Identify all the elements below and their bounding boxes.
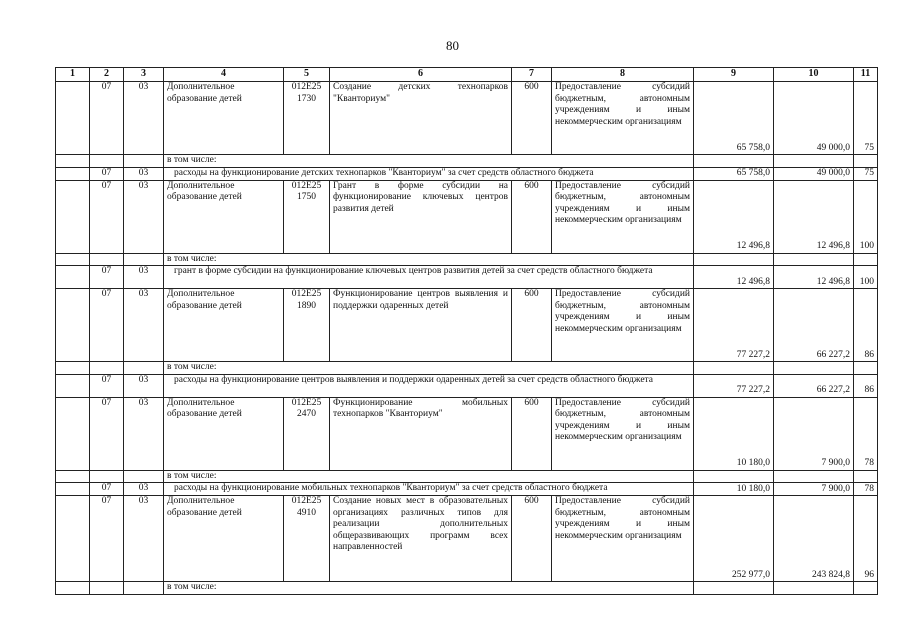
subsection-code: 03: [124, 483, 164, 496]
subsection-code: 03: [124, 266, 164, 289]
empty-cell: [124, 155, 164, 168]
budget-table: [55, 67, 878, 595]
planned-amount: 12 496,8: [694, 266, 774, 289]
expense-description: Грант в форме субсидии на функционирование ключевых центров развития детей: [330, 180, 512, 253]
execution-percent: 78: [854, 397, 878, 470]
expense-type-code: 600: [512, 397, 552, 470]
section-code: 07: [90, 496, 124, 582]
note-row: [56, 362, 878, 375]
actual-amount: 12 496,8: [774, 180, 854, 253]
target-article: [284, 496, 330, 582]
empty-cell: [56, 582, 90, 595]
sub-description: грант в форме субсидии на функционирование ключевых центров развития детей за счет средств областного бюджета: [164, 266, 694, 289]
actual-amount: 49 000,0: [774, 82, 854, 155]
empty-cell: [774, 253, 854, 266]
note-text: в том числе:: [164, 582, 694, 595]
empty-cell: [56, 362, 90, 375]
target-article-code: 012E25: [291, 180, 322, 191]
planned-amount: 77 227,2: [694, 289, 774, 362]
empty-cell: [90, 362, 124, 375]
subsection-code: 03: [124, 496, 164, 582]
sub-row: [56, 167, 878, 180]
empty-cell: [56, 397, 90, 470]
subsection-code: 03: [124, 167, 164, 180]
empty-cell: [56, 289, 90, 362]
planned-amount: 65 758,0: [694, 167, 774, 180]
subsection-code: 03: [124, 374, 164, 397]
empty-cell: [774, 582, 854, 595]
table-row: [56, 289, 878, 362]
note-text: в том числе:: [164, 470, 694, 483]
column-header: 11: [854, 68, 878, 82]
header-row: [56, 68, 878, 82]
empty-cell: [694, 362, 774, 375]
target-article-number: 1730: [297, 93, 316, 104]
actual-amount: 12 496,8: [774, 266, 854, 289]
expense-description: Функционирование мобильных технопарков "Кванториум": [330, 397, 512, 470]
planned-amount: 252 977,0: [694, 496, 774, 582]
expense-type-name: Предоставление субсидий бюджетным, автономным учреждениям и иным некоммерческим организациям: [552, 289, 694, 362]
execution-percent: 78: [854, 483, 878, 496]
section-name: Дополнительное образование детей: [164, 496, 284, 582]
execution-percent: 86: [854, 374, 878, 397]
empty-cell: [56, 374, 90, 397]
planned-amount: 65 758,0: [694, 82, 774, 155]
column-header: 7: [512, 68, 552, 82]
target-article-code: 012E25: [291, 397, 322, 408]
empty-cell: [774, 470, 854, 483]
actual-amount: 243 824,8: [774, 496, 854, 582]
column-header: 10: [774, 68, 854, 82]
note-row: [56, 470, 878, 483]
table-row: [56, 397, 878, 470]
expense-description: Создание новых мест в образовательных организациях различных типов для реализации дополнительных общеразвивающих программ всех направленностей: [330, 496, 512, 582]
execution-percent: 100: [854, 180, 878, 253]
target-article-number: 1750: [297, 192, 316, 202]
column-header: 4: [164, 68, 284, 82]
target-article-number: 1890: [297, 300, 316, 311]
target-article-number: 4910: [297, 507, 316, 518]
table-row: [56, 180, 878, 253]
expense-type-name: Предоставление субсидий бюджетным, автономным учреждениям и иным некоммерческим организациям: [552, 397, 694, 470]
target-article-code: 012E25: [291, 82, 322, 92]
column-header: 3: [124, 68, 164, 82]
section-code: 07: [90, 289, 124, 362]
empty-cell: [124, 582, 164, 595]
execution-percent: 100: [854, 266, 878, 289]
empty-cell: [854, 362, 878, 375]
section-name: Дополнительное образование детей: [164, 180, 284, 253]
empty-cell: [56, 167, 90, 180]
target-article: [284, 397, 330, 470]
actual-amount: 49 000,0: [774, 167, 854, 180]
table-body: [56, 82, 878, 595]
expense-type-code: 600: [512, 289, 552, 362]
actual-amount: 7 900,0: [774, 483, 854, 496]
section-code: 07: [90, 180, 124, 253]
sub-row: [56, 483, 878, 496]
empty-cell: [854, 470, 878, 483]
actual-amount: 66 227,2: [774, 374, 854, 397]
empty-cell: [90, 155, 124, 168]
expense-type-name: Предоставление субсидий бюджетным, автономным учреждениям и иным некоммерческим организациям: [552, 496, 694, 582]
empty-cell: [56, 496, 90, 582]
execution-percent: 86: [854, 289, 878, 362]
column-header: 2: [90, 68, 124, 82]
planned-amount: 10 180,0: [694, 397, 774, 470]
note-row: [56, 253, 878, 266]
target-article: [284, 82, 330, 155]
sub-row: [56, 266, 878, 289]
empty-cell: [56, 253, 90, 266]
expense-description: Функционирование центров выявления и поддержки одаренных детей: [330, 289, 512, 362]
section-code: 07: [90, 397, 124, 470]
sub-description: расходы на функционирование центров выявления и поддержки одаренных детей за счет средств областного бюджета: [164, 374, 694, 397]
expense-type-code: 600: [512, 180, 552, 253]
actual-amount: 66 227,2: [774, 289, 854, 362]
note-text: в том числе:: [164, 362, 694, 375]
empty-cell: [774, 155, 854, 168]
target-article-code: 012E25: [291, 289, 322, 299]
execution-percent: 75: [854, 167, 878, 180]
subsection-code: 03: [124, 82, 164, 155]
planned-amount: 77 227,2: [694, 374, 774, 397]
target-article: [284, 289, 330, 362]
empty-cell: [124, 253, 164, 266]
target-article: [284, 180, 330, 253]
expense-description: Создание детских технопарков "Кванториум": [330, 82, 512, 155]
column-header: 1: [56, 68, 90, 82]
empty-cell: [694, 253, 774, 266]
expense-type-code: 600: [512, 82, 552, 155]
planned-amount: 10 180,0: [694, 483, 774, 496]
column-header: 9: [694, 68, 774, 82]
subsection-code: 03: [124, 289, 164, 362]
section-code: 07: [90, 374, 124, 397]
note-row: [56, 155, 878, 168]
target-article-number: 2470: [297, 409, 316, 419]
section-name: Дополнительное образование детей: [164, 82, 284, 155]
empty-cell: [124, 470, 164, 483]
sub-description: расходы на функционирование мобильных технопарков "Кванториум" за счет средств областного бюджета: [164, 483, 694, 496]
column-header: 8: [552, 68, 694, 82]
subsection-code: 03: [124, 180, 164, 253]
subsection-code: 03: [124, 397, 164, 470]
empty-cell: [694, 582, 774, 595]
empty-cell: [90, 470, 124, 483]
empty-cell: [774, 362, 854, 375]
empty-cell: [56, 266, 90, 289]
column-header: 5: [284, 68, 330, 82]
section-code: 07: [90, 167, 124, 180]
section-code: 07: [90, 483, 124, 496]
empty-cell: [694, 470, 774, 483]
target-article-code: 012E25: [291, 496, 322, 506]
empty-cell: [90, 582, 124, 595]
empty-cell: [90, 253, 124, 266]
empty-cell: [56, 180, 90, 253]
note-row: [56, 582, 878, 595]
expense-type-name: Предоставление субсидий бюджетным, автономным учреждениям и иным некоммерческим организациям: [552, 180, 694, 253]
empty-cell: [854, 155, 878, 168]
empty-cell: [56, 82, 90, 155]
page-number: 80: [446, 38, 459, 53]
empty-cell: [56, 155, 90, 168]
column-header: 6: [330, 68, 512, 82]
actual-amount: 7 900,0: [774, 397, 854, 470]
execution-percent: 96: [854, 496, 878, 582]
section-name: Дополнительное образование детей: [164, 397, 284, 470]
note-text: в том числе:: [164, 155, 694, 168]
sub-row: [56, 374, 878, 397]
empty-cell: [56, 483, 90, 496]
section-name: Дополнительное образование детей: [164, 289, 284, 362]
sub-description: расходы на функционирование детских технопарков "Кванториум" за счет средств областного бюджета: [164, 167, 694, 180]
expense-type-code: 600: [512, 496, 552, 582]
expense-type-name: Предоставление субсидий бюджетным, автономным учреждениям и иным некоммерческим организациям: [552, 82, 694, 155]
empty-cell: [694, 155, 774, 168]
planned-amount: 12 496,8: [694, 180, 774, 253]
empty-cell: [854, 582, 878, 595]
section-code: 07: [90, 266, 124, 289]
execution-percent: 75: [854, 82, 878, 155]
empty-cell: [854, 253, 878, 266]
table-row: [56, 82, 878, 155]
note-text: в том числе:: [164, 253, 694, 266]
empty-cell: [124, 362, 164, 375]
table-row: [56, 496, 878, 582]
section-code: 07: [90, 82, 124, 155]
empty-cell: [56, 470, 90, 483]
